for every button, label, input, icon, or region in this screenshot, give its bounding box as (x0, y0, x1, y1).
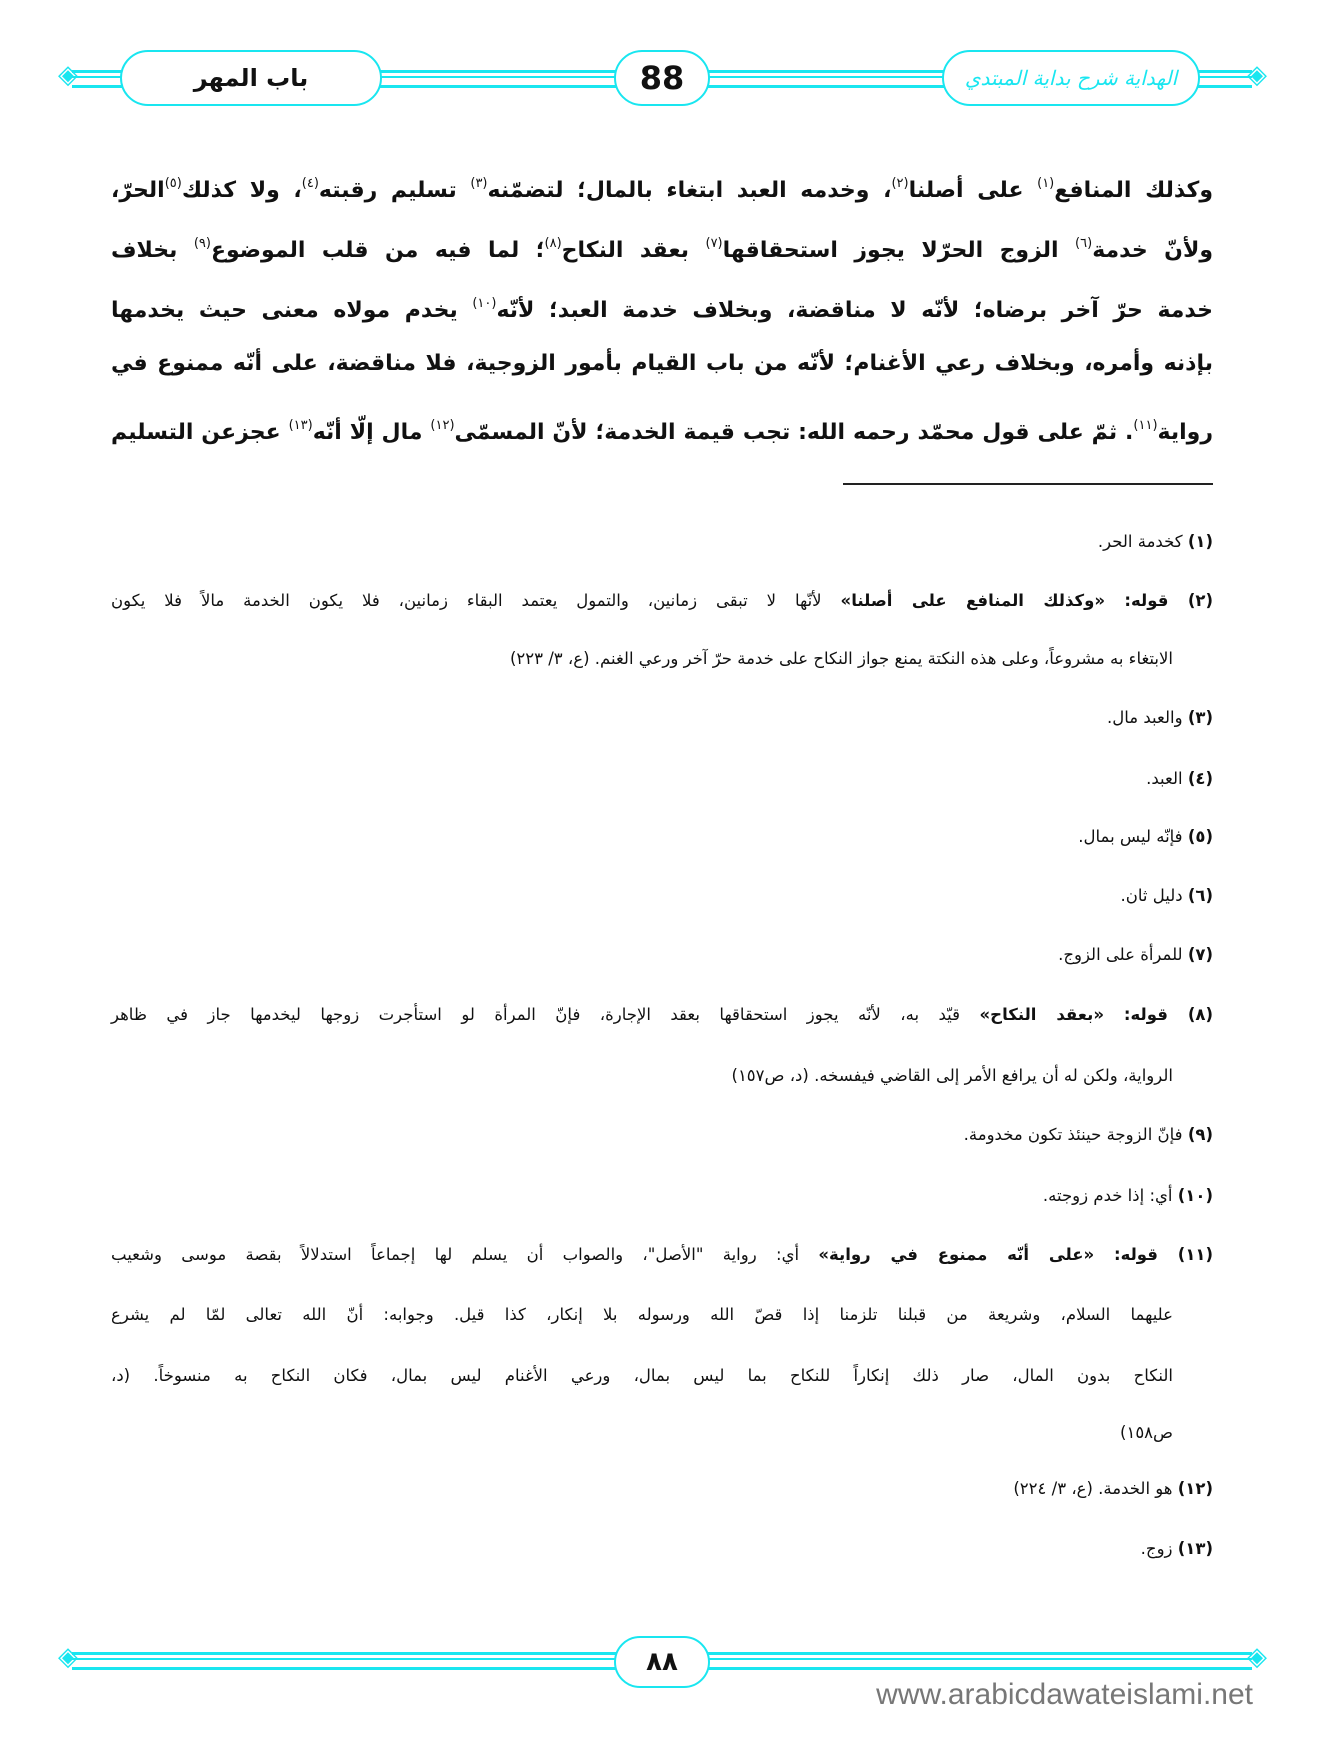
body-text: ولأنّ خدمة (1092, 238, 1213, 263)
footnote-ref[interactable]: (٣) (470, 176, 488, 191)
footnote-number: (٧) (1187, 945, 1213, 964)
body-line (111, 164, 1213, 211)
footnote-ref[interactable]: (١٣) (288, 418, 313, 433)
body-text: الزوج الحرّلا يجوز استحقاقها (722, 238, 1076, 263)
footnote-line (111, 1059, 1173, 1093)
footnote-text: للمرأة على الزوج. (1058, 945, 1188, 964)
footnote-ref[interactable]: (٥) (164, 176, 182, 191)
footer-right-ornament-icon: ◈ (1247, 1642, 1267, 1672)
footnote-ref[interactable]: (١١) (1133, 418, 1158, 433)
footnote-number: (١) (1187, 532, 1213, 551)
body-text: ؛ لما فيه من قلب الموضوع (210, 238, 545, 263)
footnote-line (111, 820, 1213, 854)
book-title-box (942, 50, 1200, 106)
footnote-text: الرواية، ولكن له أن يرافع الأمر إلى القاضي فيفسخه. (د، ص١٥٧) (731, 1066, 1173, 1085)
footnote-text: كخدمة الحر. (1097, 532, 1188, 551)
footer-page-number-box (614, 1636, 710, 1688)
body-line (111, 344, 1213, 384)
body-text: على أصلنا (908, 178, 1038, 203)
footnote-number: (١١) (1177, 1245, 1214, 1264)
footnote-text: فإنّه ليس بمال. (1078, 827, 1188, 846)
footnote-line (111, 998, 1213, 1032)
footnote-ref[interactable]: (٦) (1075, 236, 1093, 251)
footnote-ref[interactable]: (١) (1037, 176, 1055, 191)
footnote-text: العبد. (1146, 769, 1188, 788)
footnote-text: أي: إذا خدم زوجته. (1042, 1186, 1178, 1205)
footnote-ref[interactable]: (١٢) (430, 418, 455, 433)
body-line (111, 406, 1213, 453)
body-text: ، ولا كذلك (181, 178, 302, 203)
footer-left-ornament-icon: ◈ (58, 1642, 78, 1672)
footnote-line (111, 1359, 1173, 1393)
footnote-ref[interactable]: (١٠) (472, 296, 497, 311)
body-text: ، وخدمه العبد ابتغاء بالمال؛ لتضمّنه (487, 178, 892, 203)
footnote-number: (٢) (1187, 591, 1213, 610)
footnote-line (111, 1472, 1213, 1506)
body-text: عجزعن التسليم (111, 420, 289, 445)
page-number: 88 (639, 59, 685, 97)
footnote-quote: قوله: «وكذلك المنافع على أصلنا» (840, 591, 1188, 610)
footnote-number: (٨) (1187, 1005, 1214, 1024)
footnote-text: عليهما السلام، وشريعة من قبلنا تلزمنا إذا قصّ الله ورسوله بلا إنكار، كذا قيل. وجوابه: أنّ الله تعالى لمّا لم يشرع (111, 1305, 1173, 1324)
footnote-number: (١٠) (1177, 1186, 1213, 1205)
body-text: خدمة حرّ آخر برضاه؛ لأنّه لا مناقضة، وبخلاف خدمة العبد؛ لأنّه (496, 298, 1213, 323)
footnote-number: (٣) (1187, 708, 1213, 727)
footnote-number: (٦) (1187, 886, 1213, 905)
footnote-number: (٤) (1187, 769, 1213, 788)
header-right-ornament-icon: ◈ (1247, 60, 1267, 90)
footnote-text: النكاح بدون المال، صار ذلك إنكاراً للنكاح بما ليس بمال، ورعي الأغنام ليس بمال، فكان النكاح به منسوخاً. (د، (111, 1366, 1173, 1385)
footnote-text: أي: رواية "الأصل"، والصواب أن يسلم لها إجماعاً استدلالاً بقصة موسى وشعيب (111, 1245, 819, 1264)
footer-page-number: ٨٨ (646, 1647, 678, 1677)
footnote-text: زوج. (1140, 1539, 1178, 1558)
footnote-text: دليل ثان. (1120, 886, 1188, 905)
footnote-text: قيّد به، لأنّه يجوز استحقاقها بعقد الإجارة، فإنّ المرأة لو استأجرت زوجها ليخدمها جاز في ظاهر (111, 1005, 980, 1024)
footnote-text: فإنّ الزوجة حينئذ تكون مخدومة. (963, 1125, 1188, 1144)
footnote-line (111, 1416, 1173, 1450)
website-link[interactable]: www.arabicdawateislami.net (876, 1678, 1253, 1711)
footnote-ref[interactable]: (٤) (301, 176, 319, 191)
body-text: تسليم رقبته (318, 178, 471, 203)
footnote-text: الابتغاء به مشروعاً، وعلى هذه النكتة يمنع جواز النكاح على خدمة حرّ آخر ورعي الغنم. (ع، ٣/ ٢٢٣) (509, 649, 1173, 668)
body-text: الحرّ، (111, 178, 165, 203)
footnote-text: والعبد مال. (1107, 708, 1188, 727)
footnote-number: (٥) (1187, 827, 1213, 846)
footnote-ref[interactable]: (٧) (705, 236, 723, 251)
body-text: يخدم مولاه معنى حيث يخدمها (111, 298, 473, 323)
body-line (111, 224, 1213, 271)
footnote-ref[interactable]: (٢) (891, 176, 909, 191)
footnote-number: (١٣) (1177, 1539, 1213, 1558)
footnote-line (111, 1118, 1213, 1152)
footnote-line (111, 584, 1213, 618)
body-text: مال إلّا أنّه (312, 420, 431, 445)
footnote-line (111, 1532, 1213, 1566)
body-text: وكذلك المنافع (1054, 178, 1214, 203)
body-text: بخلاف (111, 238, 194, 263)
footnote-quote: قوله: «بعقد النكاح» (979, 1005, 1188, 1024)
footnote-line (111, 879, 1213, 913)
footnote-line (111, 1238, 1213, 1272)
footnote-line (111, 1298, 1173, 1332)
footnote-quote: قوله: «على أنّه ممنوع في رواية» (818, 1245, 1178, 1264)
footnote-number: (١٢) (1177, 1479, 1213, 1498)
header-left-ornament-icon: ◈ (58, 60, 78, 90)
footnote-text: لأنّها لا تبقى زمانين، والتمول يعتمد البقاء زمانين، فلا يكون الخدمة مالاً فلا يكون (111, 591, 841, 610)
page-number-box (614, 50, 710, 106)
body-text: رواية (1157, 420, 1213, 445)
footnote-line (111, 762, 1213, 796)
chapter-title: باب المهر (193, 64, 309, 92)
book-title: الهداية شرح بداية المبتدي (964, 66, 1178, 90)
body-text: بعقد النكاح (561, 238, 706, 263)
footnote-number: (٩) (1187, 1125, 1213, 1144)
footnote-line (111, 1179, 1213, 1213)
footnote-line (111, 525, 1213, 559)
footnote-separator (843, 483, 1213, 485)
footnote-ref[interactable]: (٨) (544, 236, 562, 251)
footnote-text: هو الخدمة. (ع، ٣/ ٢٢٤) (1013, 1479, 1178, 1498)
footnote-line (111, 701, 1213, 735)
footnote-line (111, 642, 1173, 676)
body-text: . ثمّ على قول محمّد رحمه الله: تجب قيمة الخدمة؛ لأنّ المسمّى (454, 420, 1134, 445)
body-line (111, 284, 1213, 331)
footnote-ref[interactable]: (٩) (193, 236, 211, 251)
footnote-text: ص١٥٨) (1120, 1423, 1173, 1442)
chapter-title-box (120, 50, 382, 106)
footnote-line (111, 938, 1213, 972)
body-text: بإذنه وأمره، وبخلاف رعي الأغنام؛ لأنّه من باب القيام بأمور الزوجية، فلا مناقضة، على أنّه ممنوع في (111, 351, 1213, 376)
